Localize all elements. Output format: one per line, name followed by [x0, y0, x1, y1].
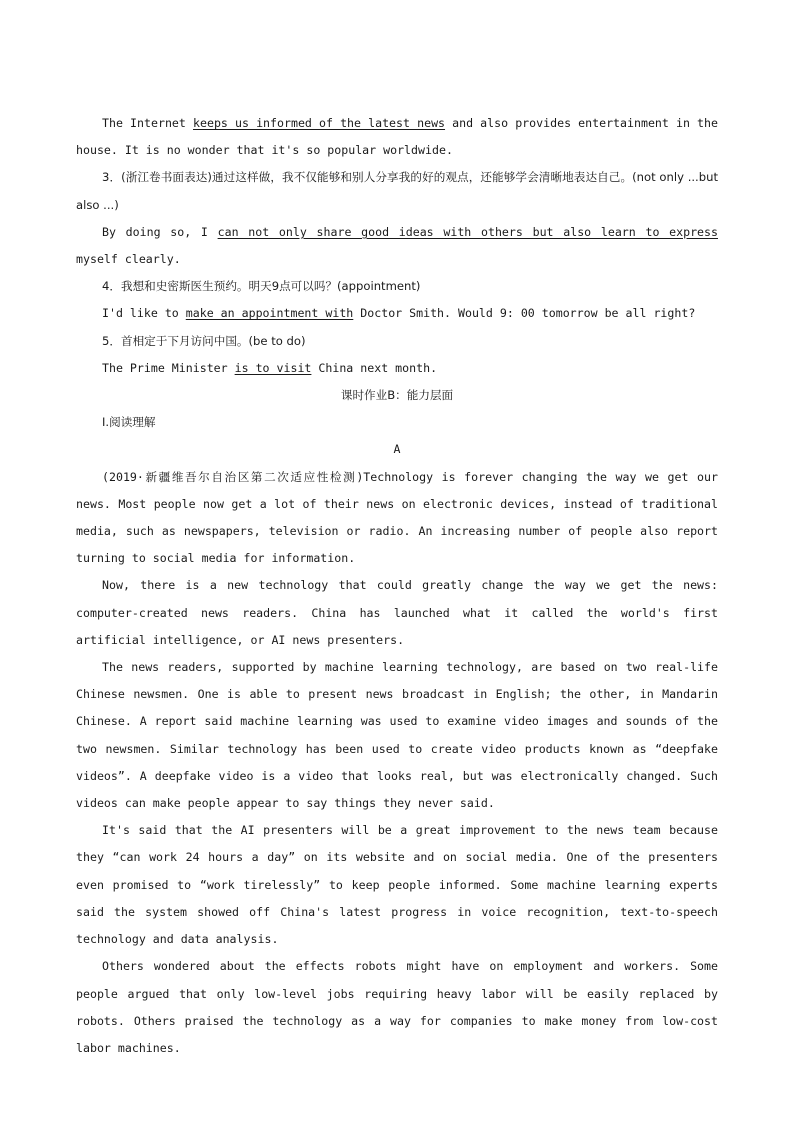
answer-internet: [76, 110, 718, 164]
question-3: 3．(浙江卷书面表达)通过这样做，我不仅能够和别人分享我的好的观点，还能够学会清晰地表达自己。(not only ...but also ...): [76, 170, 718, 212]
answer-3-underlined: can not only share good ideas with others but also learn to express: [217, 224, 718, 239]
answer-3: [76, 219, 718, 273]
answer-5-underlined: is to visit: [234, 360, 312, 375]
answer-5: [76, 355, 718, 382]
answer-5-pre: The Prime Minister: [102, 360, 235, 375]
passage-paragraph-3: The news readers, supported by machine learning technology, are based on two real-life Chinese newsmen. One is able to present news broadcast in English; the other, in Mandarin Chinese. A report said machine learning was used to examine video images and sounds of the two newsmen. Similar technology has been used to create video products known as “deepfake videos”. A deepfake video is a video that looks real, but was electronically changed. Such videos can make people appear to say things they never said.: [76, 660, 718, 811]
answer-4-post: Doctor Smith. Would 9: 00 tomorrow be all right?: [353, 306, 696, 321]
passage-paragraph-4: It's said that the AI presenters will be a great improvement to the news team because they “can work 24 hours a day” on its website and on social media. One of the presenters even promised to “work tirelessly” to keep people informed. Some machine learning experts said the system showed off China's latest progress in voice recognition, text-to-speech technology and data analysis.: [76, 823, 718, 947]
answer-4-underlined: make an appointment with: [185, 306, 354, 321]
section-heading: 课时作业B：能力层面: [340, 388, 454, 403]
answer-internet-post: and also provides entertainment in the house. It is no wonder that it's so popular worldwide.: [76, 116, 718, 158]
answer-3-pre: By doing so, I: [102, 224, 218, 239]
passage-paragraph-5: Others wondered about the effects robots might have on employment and workers. Some people argued that only low-level jobs requiring heavy labor will be easily replaced by robots. Others praised the technology as a way for companies to make money from low-cost labor machines.: [76, 959, 718, 1055]
document-content: [76, 110, 718, 1062]
answer-3-post: myself clearly.: [76, 252, 181, 267]
answer-4-pre: I'd like to: [102, 306, 186, 321]
question-4: 4．我想和史密斯医生预约。明天9点可以吗？(appointment): [102, 279, 421, 294]
passage-paragraph-2: Now, there is a new technology that could greatly change the way we get the news: computer-created news readers. China has launched what it called the world's first artificial intelligence, or AI news presenters.: [76, 578, 718, 647]
answer-5-post: China next month.: [311, 360, 438, 375]
answer-internet-underlined: keeps us informed of the latest news: [193, 116, 446, 130]
question-5: 5．首相定于下月访问中国。(be to do): [102, 333, 306, 348]
passage-label: A: [393, 442, 401, 457]
passage-paragraph-1: (2019·新疆维吾尔自治区第二次适应性检测)Technology is forever changing the way we get our news. Most people now get a lot of their news on electronic devices, instead of traditional media, such as newspapers, television or radio. An increasing number of people also report turning to social media for information.: [76, 469, 718, 566]
answer-4: [76, 300, 718, 327]
answer-internet-pre: The Internet: [102, 116, 193, 130]
part-heading: Ⅰ.阅读理解: [102, 415, 156, 430]
